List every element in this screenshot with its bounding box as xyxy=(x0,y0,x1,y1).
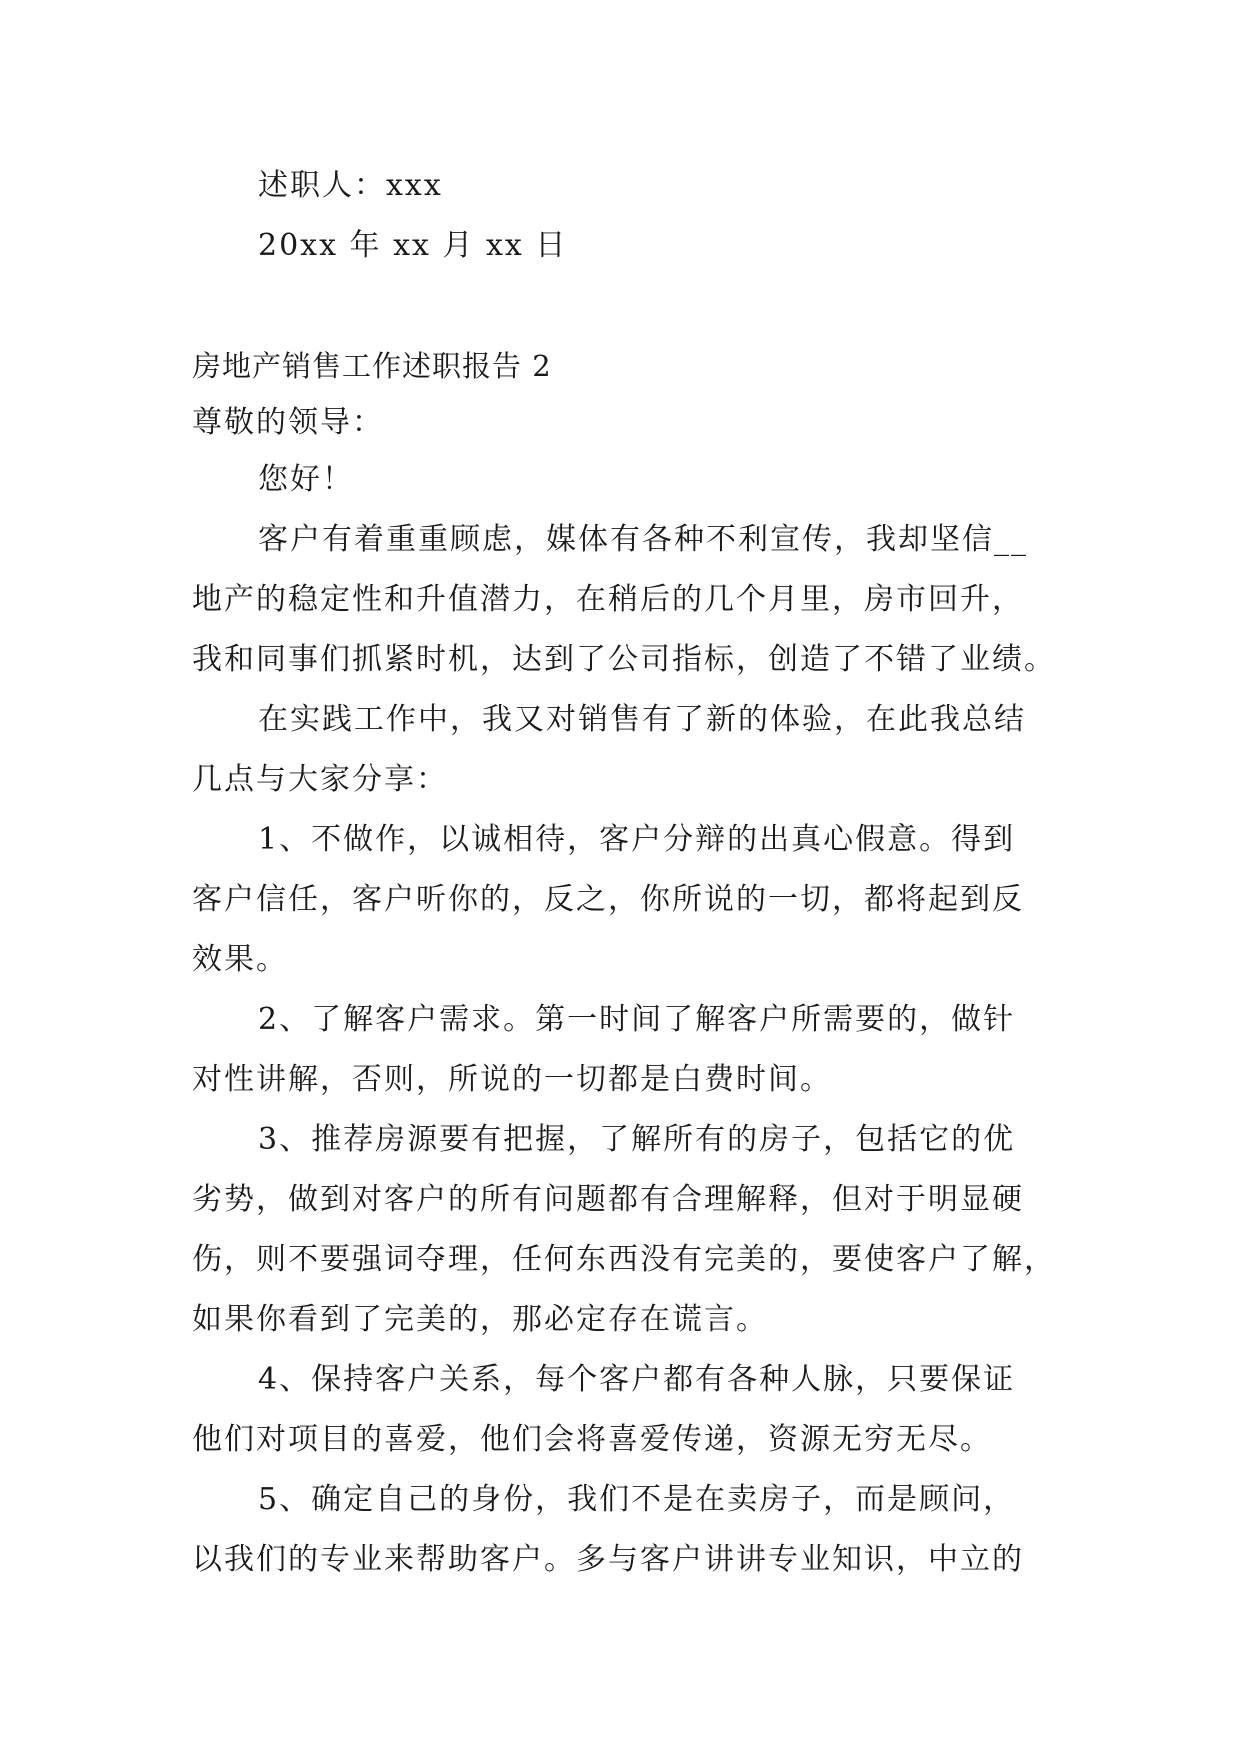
author-signature: 述职人：xxx xyxy=(258,168,443,203)
paragraph-line: 以我们的专业来帮助客户。多与客户讲讲专业知识，中立的 xyxy=(192,1542,1024,1577)
paragraph-line: 对性讲解，否则，所说的一切都是白费时间。 xyxy=(192,1062,832,1097)
paragraph-line: 效果。 xyxy=(192,942,288,977)
paragraph-line: 客户有着重重顾虑，媒体有各种不利宣传，我却坚信__ xyxy=(258,522,1028,557)
greeting: 您好！ xyxy=(258,462,354,497)
paragraph-line: 几点与大家分享： xyxy=(192,762,448,797)
salutation: 尊敬的领导： xyxy=(192,405,384,440)
paragraph-line: 1、不做作，以诚相待，客户分辩的出真心假意。得到 xyxy=(258,822,1016,857)
paragraph-line: 如果你看到了完美的，那必定存在谎言。 xyxy=(192,1302,768,1337)
paragraph-line: 在实践工作中，我又对销售有了新的体验，在此我总结 xyxy=(258,702,1026,737)
paragraph-line: 我和同事们抓紧时机，达到了公司指标，创造了不错了业绩。 xyxy=(192,642,1056,677)
report-title: 房地产销售工作述职报告 2 xyxy=(192,349,552,383)
paragraph-line: 客户信任，客户听你的，反之，你所说的一切，都将起到反 xyxy=(192,882,1024,917)
report-date: 20xx 年 xx 月 xx 日 xyxy=(258,228,568,263)
paragraph-line: 5、确定自己的身份，我们不是在卖房子，而是顾问， xyxy=(258,1482,1016,1517)
paragraph-line: 地产的稳定性和升值潜力，在稍后的几个月里，房市回升， xyxy=(192,582,1024,617)
paragraph-line: 劣势，做到对客户的所有问题都有合理解释，但对于明显硬 xyxy=(192,1182,1024,1217)
paragraph-line: 伤，则不要强词夺理，任何东西没有完美的，要使客户了解， xyxy=(192,1242,1056,1277)
paragraph-line: 他们对项目的喜爱，他们会将喜爱传递，资源无穷无尽。 xyxy=(192,1422,992,1457)
paragraph-line: 3、推荐房源要有把握，了解所有的房子，包括它的优 xyxy=(258,1122,1016,1157)
paragraph-line: 4、保持客户关系，每个客户都有各种人脉，只要保证 xyxy=(258,1362,1016,1397)
paragraph-line: 2、了解客户需求。第一时间了解客户所需要的，做针 xyxy=(258,1002,1016,1037)
